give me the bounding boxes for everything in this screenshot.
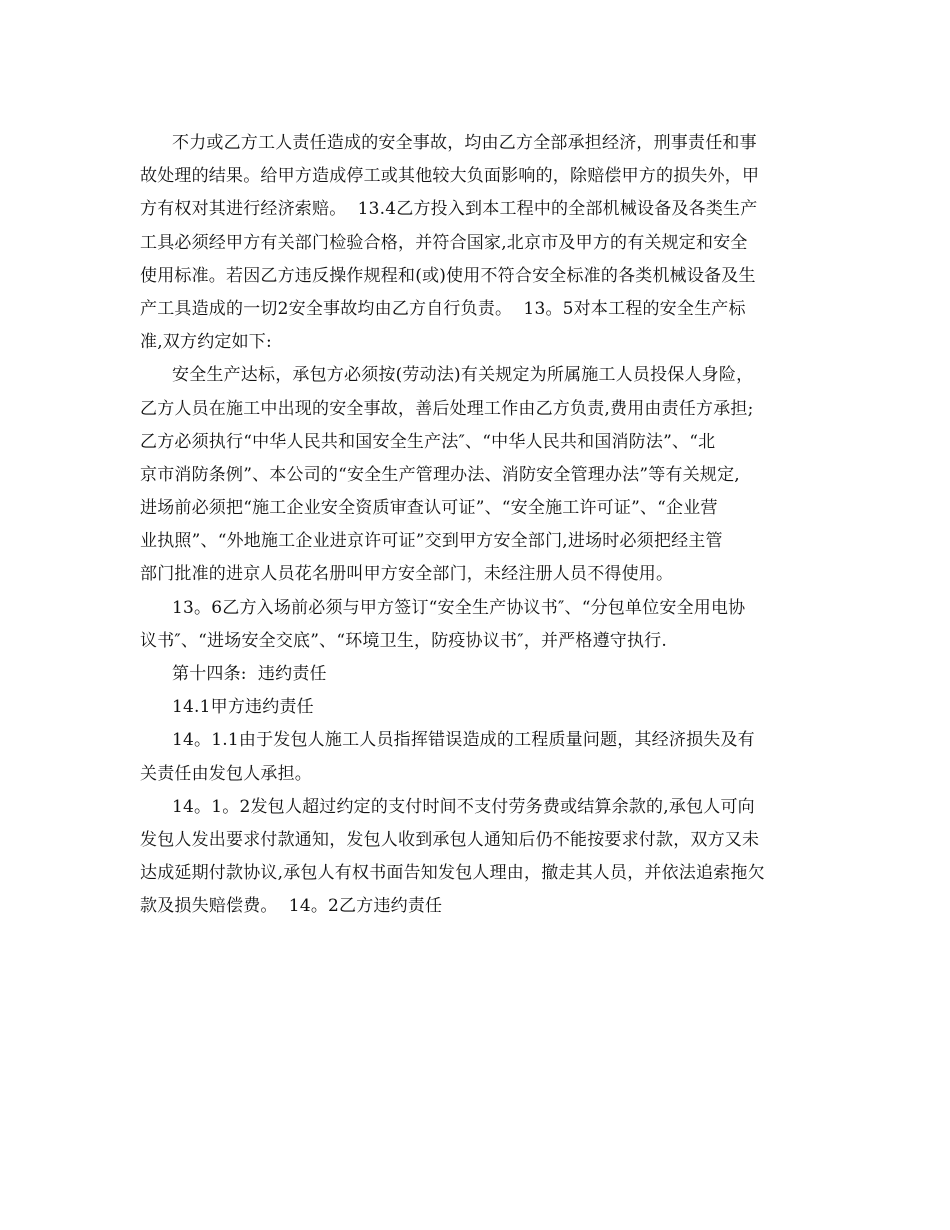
text-line: 工具必须经甲方有关部门检验合格，并符合国家,北京市及甲方的有关规定和安全 xyxy=(140,232,748,253)
text-line: 京市消防条例”、本公司的“安全生产管理办法、消防安全管理办法”等有关规定, xyxy=(140,464,740,485)
text-line: 发包人发出要求付款通知，发包人收到承包人通知后仍不能按要求付款，双方又未 xyxy=(140,829,760,850)
text-line: 安全生产达标，承包方必须按(劳动法)有关规定为所属施工人员投保人身险， xyxy=(172,365,754,386)
paragraph-clause-13-6 xyxy=(140,592,820,658)
text-line: 14。1。2发包人超过约定的支付时间不支付劳务费或结算余款的,承包人可向 xyxy=(172,796,755,817)
article-14-heading xyxy=(140,658,820,691)
text-line: 进场前必须把“施工企业安全资质审查认可证”、“安全施工许可证”、“企业营 xyxy=(140,498,718,519)
text-line: 产工具造成的一切2安全事故均由乙方自行负责。 13。5对本工程的安全生产标 xyxy=(140,298,746,319)
text-line: 方有权对其进行经济索赔。 13.4乙方投入到本工程中的全部机械设备及各类生产 xyxy=(140,199,758,220)
document-body xyxy=(140,127,820,924)
text-line: 14。1.1由于发包人施工人员指挥错误造成的工程质量问题，其经济损失及有 xyxy=(172,730,755,751)
subsection-heading: 14.1甲方违约责任 xyxy=(172,697,314,718)
text-line: 达成延期付款协议,承包人有权书面告知发包人理由，撤走其人员，并依法追索拖欠 xyxy=(140,863,765,884)
text-line: 乙方必须执行“中华人民共和国安全生产法″、“中华人民共和国消防法”、“北 xyxy=(140,431,716,452)
section-heading: 第十四条: 违约责任 xyxy=(172,664,327,684)
text-line: 使用标准。若因乙方违反操作规程和(或)使用不符合安全标准的各类机械设备及生 xyxy=(140,265,756,286)
text-line: 业执照”、“外地施工企业进京许可证”交到甲方安全部门,进场时必须把经主管 xyxy=(140,531,723,552)
text-line: 13。6乙方入场前必须与甲方签订“安全生产协议书″、“分包单位安全用电协 xyxy=(172,597,746,618)
text-line: 议书″、“进场安全交底”、“环境卫生，防疫协议书″，并严格遵守执行. xyxy=(140,630,667,651)
text-line: 不力或乙方工人责任造成的安全事故，均由乙方全部承担经济，刑事责任和事 xyxy=(172,133,757,153)
text-line: 款及损失赔偿费。 14。2乙方违约责任 xyxy=(140,896,443,917)
paragraph-clause-14-1-2 xyxy=(140,791,820,924)
text-line: 关责任由发包人承担。 xyxy=(140,763,312,784)
text-line: 故处理的结果。给甲方造成停工或其他较大负面影响的，除赔偿甲方的损失外，甲 xyxy=(140,166,760,187)
paragraph-safety-liability xyxy=(140,127,820,359)
paragraph-safety-standards xyxy=(140,359,820,591)
paragraph-clause-14-1-1 xyxy=(140,724,820,790)
text-line: 乙方人员在施工中出现的安全事故，善后处理工作由乙方负责,费用由责任方承担; xyxy=(140,398,754,419)
text-line: 准,双方约定如下: xyxy=(140,332,272,353)
clause-14-1-heading xyxy=(140,691,820,724)
text-line: 部门批准的进京人员花名册叫甲方安全部门，未经注册人员不得使用。 xyxy=(140,564,674,585)
